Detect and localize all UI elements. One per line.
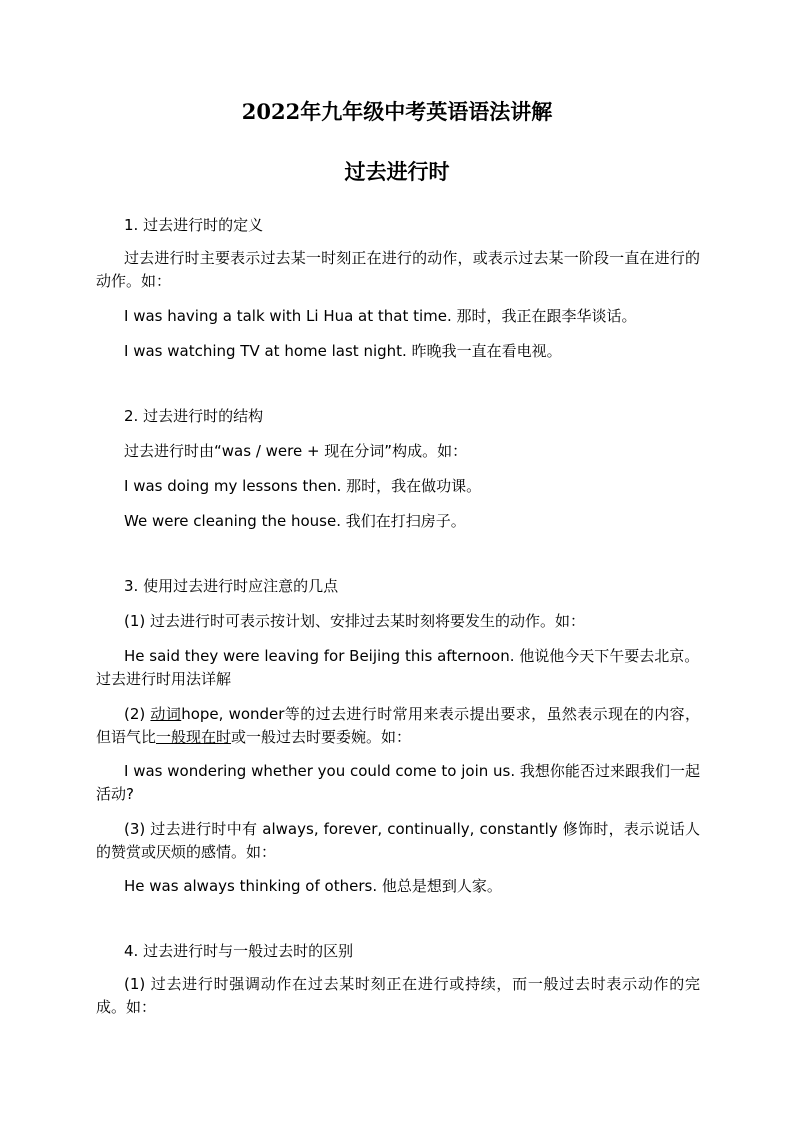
section-2-example-1: I was doing my lessons then. 那时，我在做功课。 [124, 477, 482, 495]
section-1-heading: 1. 过去进行时的定义 [124, 216, 264, 234]
section-3-point-1-note: 过去进行时用法详解 [96, 670, 232, 688]
section-3-point-1: (1) 过去进行时可表示按计划、安排过去某时刻将要发生的动作。如： [124, 612, 586, 630]
section-2-example-2: We were cleaning the house. 我们在打扫房子。 [124, 512, 466, 530]
section-1-example-2: I was watching TV at home last night. 昨晚我一直在看电视。 [124, 342, 562, 360]
section-3-point-1-example: He said they were leaving for Beijing this afternoon. 他说他今天下午要去北京。 [124, 647, 700, 665]
section-1-definition: 过去进行时主要表示过去某一时刻正在进行的动作，或表示过去某一阶段一直在进行的动作。如： [96, 249, 700, 290]
section-2-structure: 过去进行时由“was / were + 现在分词”构成。如： [124, 442, 468, 460]
section-3-point-2 [96, 703, 700, 749]
section-2-heading: 2. 过去进行时的结构 [124, 407, 264, 425]
section-1-example-1: I was having a talk with Li Hua at that time. 那时，我正在跟李华谈话。 [124, 307, 637, 325]
section-4-heading: 4. 过去进行时与一般过去时的区别 [124, 942, 354, 960]
point-2-suffix: 或一般过去时要委婉。如： [231, 728, 412, 746]
simple-present-link[interactable]: 一般现在时 [156, 728, 232, 746]
section-3-heading: 3. 使用过去进行时应注意的几点 [124, 577, 339, 595]
section-3-point-3: (3) 过去进行时中有 always, forever, continually, constantly 修饰时，表示说话人的赞赏或厌烦的感情。如： [96, 820, 700, 861]
point-2-middle: hope, wonder等的过去进行时常用来表示提出要求，虽然表示现在的内容，但语气比 [96, 705, 701, 746]
document-title: 2022年九年级中考英语语法讲解 [241, 99, 553, 124]
section-4-point-1: (1) 过去进行时强调动作在过去某时刻正在进行或持续，而一般过去时表示动作的完成。如： [96, 975, 700, 1016]
section-3-point-3-example: He was always thinking of others. 他总是想到人家。 [124, 877, 502, 895]
verb-link[interactable]: 动词 [150, 705, 182, 723]
section-3-point-2-example: I was wondering whether you could come to join us. 我想你能否过来跟我们一起活动? [96, 762, 700, 803]
document-subtitle: 过去进行时 [344, 159, 450, 184]
point-2-prefix: (2) [124, 705, 151, 723]
